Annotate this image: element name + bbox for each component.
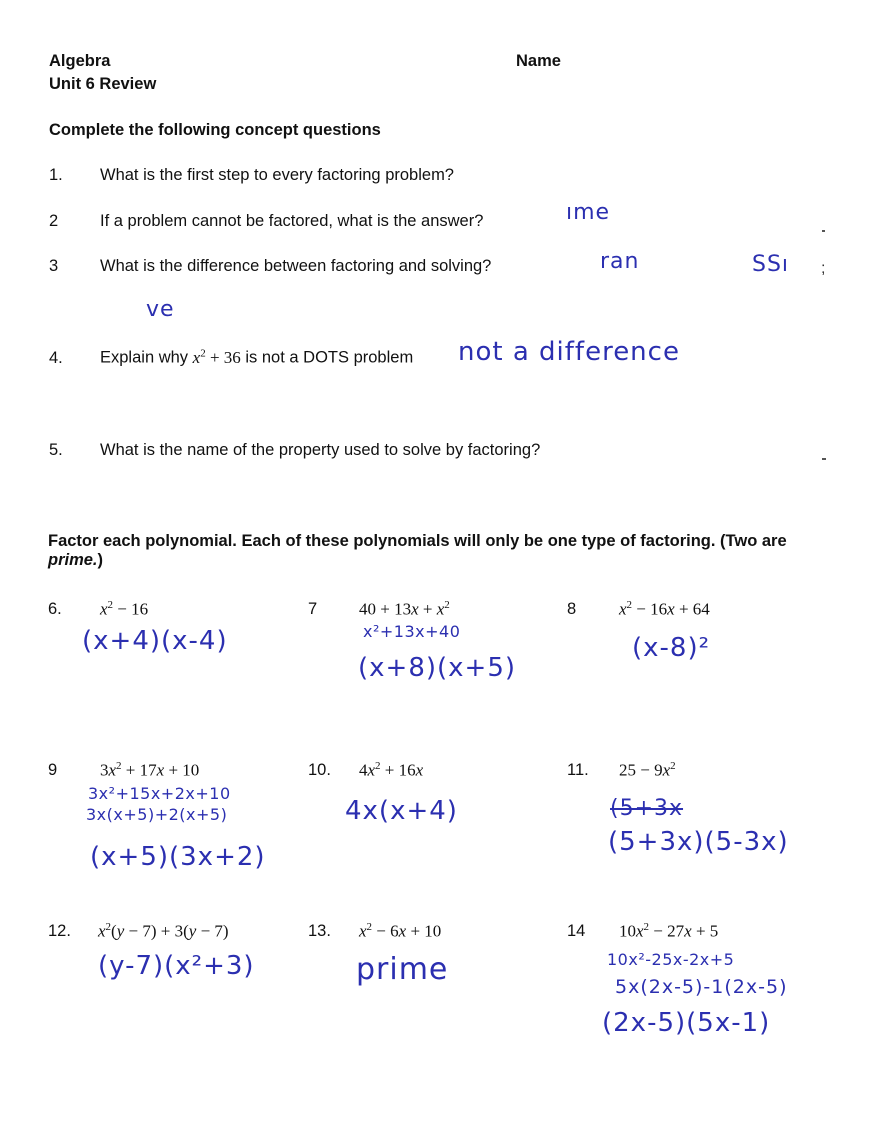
- problem-9-answer: (x+5)(3x+2): [90, 842, 266, 872]
- course-title: Algebra: [49, 52, 111, 70]
- scan-mark: [822, 458, 826, 460]
- scan-mark: [822, 230, 825, 232]
- question-4-number: 4.: [49, 349, 63, 367]
- problem-12-expression: $x^2(y - 7) + 3(y - 7)$: [98, 921, 229, 941]
- question-3-number: 3: [49, 257, 59, 275]
- question-1-number: 1.: [49, 166, 63, 184]
- problem-13-expression: $x^2 - 6x + 10$: [359, 921, 442, 941]
- question-4-text: [100, 347, 413, 368]
- problem-9-expression: $3x^2 + 17x + 10$: [100, 760, 200, 780]
- answer-4-handwriting: not a difference: [458, 337, 680, 367]
- problem-14-expression: $10x^2 - 27x + 5$: [619, 921, 719, 941]
- problem-6-expression: $x^2 - 16$: [100, 599, 149, 619]
- answer-2-handwriting: ıme: [566, 200, 611, 225]
- problem-6-answer: (x+4)(x-4): [82, 626, 228, 656]
- question-3-text: What is the difference between factoring and solving?: [100, 257, 492, 275]
- answer-3-handwriting-c: ve: [146, 297, 175, 322]
- problem-10-number: 10.: [308, 761, 331, 779]
- answer-3-handwriting-b: SSı: [752, 252, 790, 277]
- question-2-text: If a problem cannot be factored, what is the answer?: [100, 212, 484, 230]
- problem-11-answer: (5+3x)(5-3x): [608, 827, 789, 857]
- unit-title: Unit 6 Review: [49, 75, 157, 93]
- problem-8-number: 8: [567, 600, 577, 618]
- problem-7-number: 7: [308, 600, 318, 618]
- problem-7-expression: $40 + 13x + x^2$: [359, 599, 450, 619]
- scan-mark: ;: [821, 260, 826, 277]
- factor-instructions: [48, 532, 787, 570]
- problem-9-work-1: 3x²+15x+2x+10: [88, 784, 231, 803]
- problem-8-answer: (x-8)²: [632, 633, 711, 663]
- problem-14-answer: (2x-5)(5x-1): [602, 1008, 771, 1038]
- problem-13-number: 13.: [308, 922, 331, 940]
- question-4-expression: $x^2 + 36$: [192, 347, 241, 367]
- problem-6-number: 6.: [48, 600, 62, 618]
- factor-instructions-prime: prime.: [48, 551, 98, 569]
- question-5-number: 5.: [49, 441, 63, 459]
- problem-10-answer: 4x(x+4): [345, 796, 458, 826]
- problem-12-answer: (y-7)(x²+3): [98, 951, 255, 981]
- question-4-text-before: Explain why: [100, 348, 189, 367]
- name-label: Name: [516, 52, 561, 70]
- problem-12-number: 12.: [48, 922, 71, 940]
- problem-14-number: 14: [567, 922, 586, 940]
- problem-7-work-1: x²+13x+40: [363, 622, 461, 641]
- problem-9-number: 9: [48, 761, 58, 779]
- problem-14-work-1: 10x²-25x-2x+5: [607, 950, 735, 969]
- problem-10-expression: $4x^2 + 16x$: [359, 760, 424, 780]
- problem-13-answer: prime: [356, 952, 449, 987]
- problem-11-number: 11.: [567, 761, 589, 779]
- problem-11-scribble: (5+3x: [610, 796, 684, 821]
- question-4-text-after: is not a DOTS problem: [245, 348, 414, 367]
- problem-14-work-2: 5x(2x-5)-1(2x-5): [615, 976, 788, 998]
- question-1-text: What is the first step to every factoring problem?: [100, 166, 454, 184]
- problem-11-expression: $25 - 9x^2$: [619, 760, 676, 780]
- answer-3-handwriting-a: ran: [600, 249, 640, 274]
- problem-8-expression: $x^2 - 16x + 64$: [619, 599, 710, 619]
- factor-instructions-line: Factor each polynomial. Each of these polynomials will only be one type of factoring. (Two are: [48, 532, 787, 550]
- factor-instructions-close: ): [97, 551, 104, 569]
- question-5-text: What is the name of the property used to solve by factoring?: [100, 441, 541, 459]
- problem-9-work-2: 3x(x+5)+2(x+5): [86, 805, 228, 824]
- problem-7-answer: (x+8)(x+5): [358, 653, 517, 683]
- question-2-number: 2: [49, 212, 59, 230]
- concept-section-title: Complete the following concept questions: [49, 121, 381, 139]
